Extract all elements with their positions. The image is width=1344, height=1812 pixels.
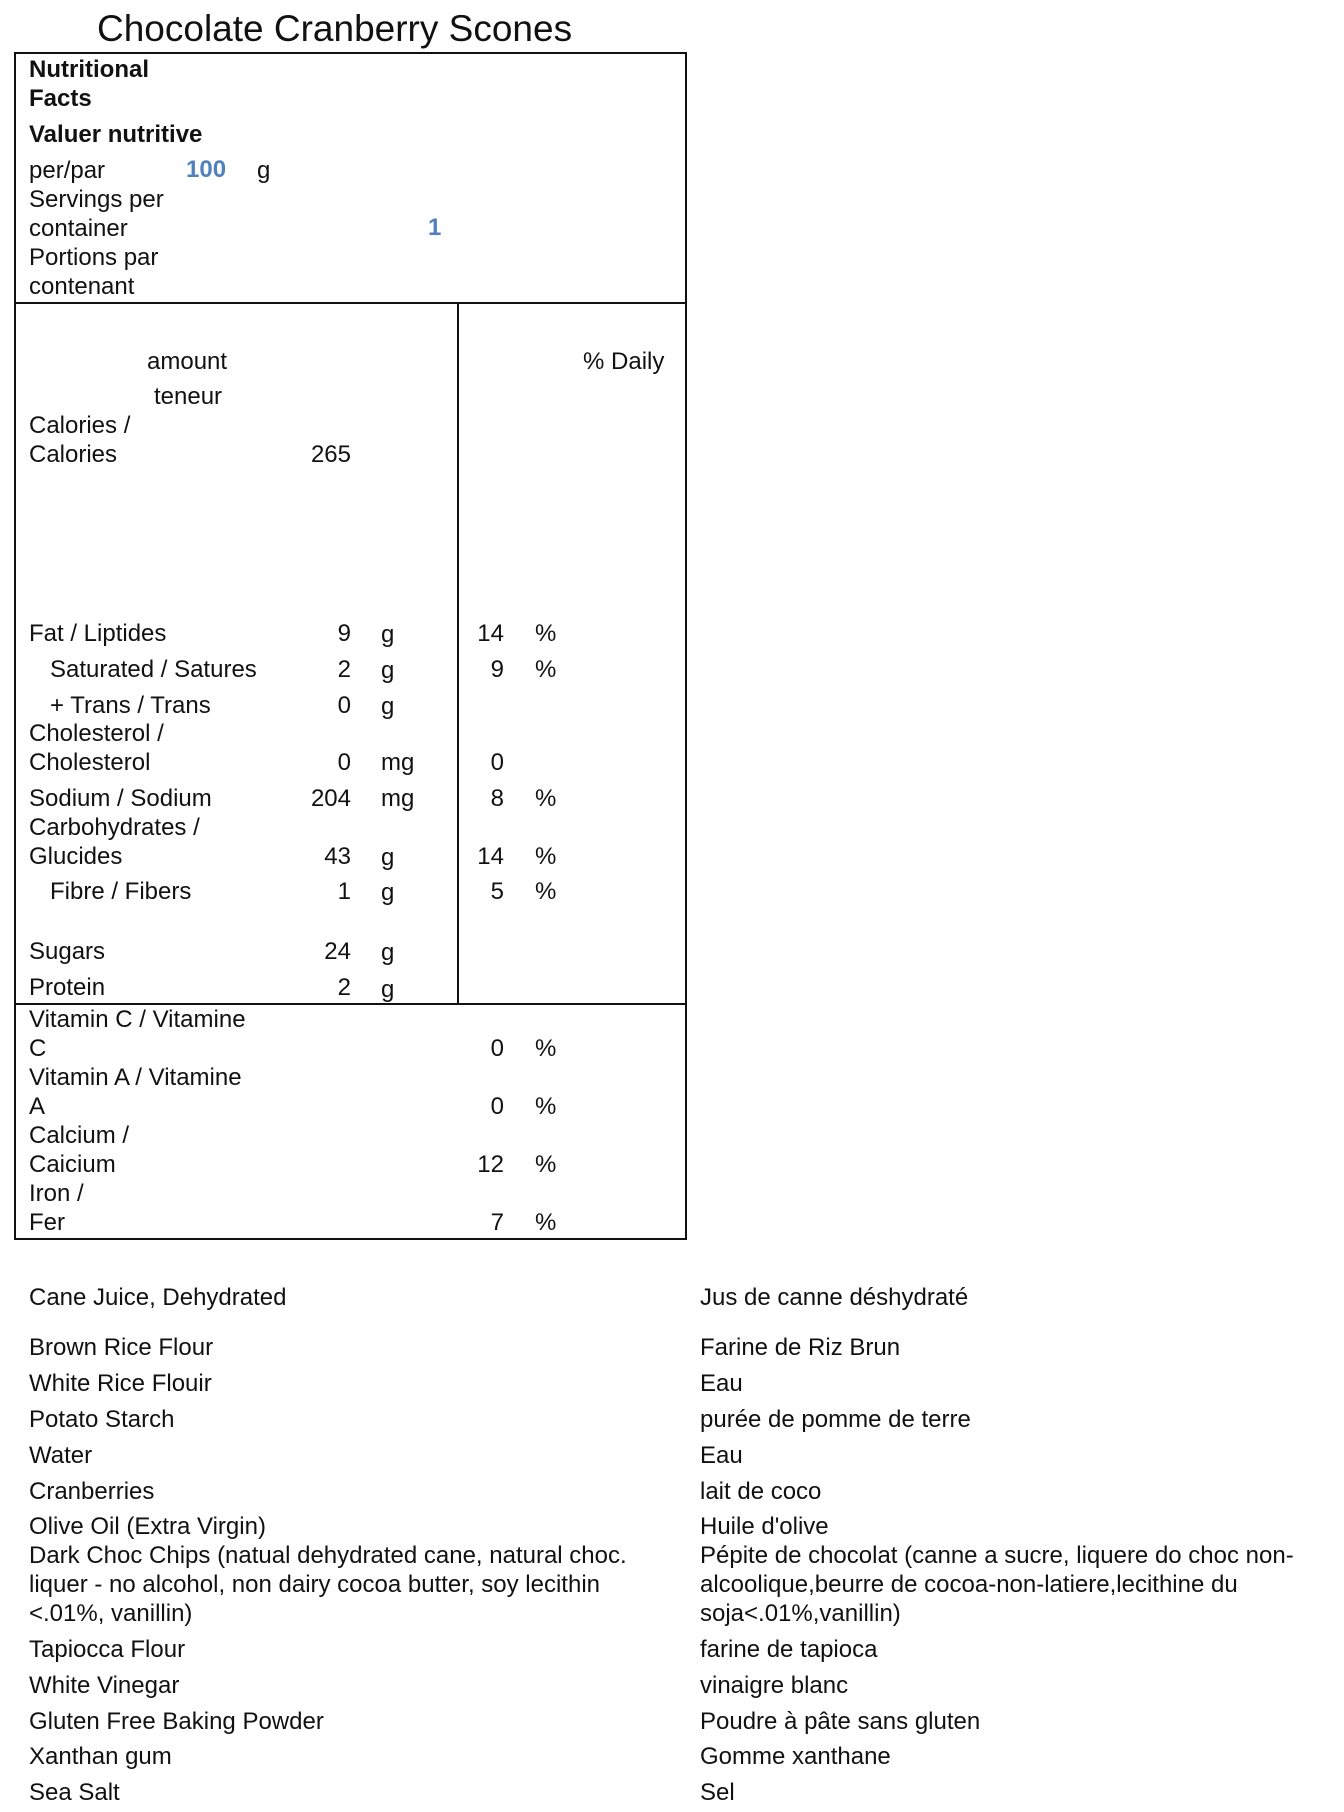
nutrient-amount: 9 bbox=[337, 620, 351, 647]
nutrient-label-line1: Cholesterol / bbox=[29, 720, 164, 747]
nutrient-label: + Trans / Trans bbox=[50, 692, 211, 719]
nutrient-label: Fat / Liptides bbox=[29, 620, 167, 647]
ingredient-fr: Eau bbox=[700, 1370, 743, 1397]
nutrient-unit: g bbox=[381, 939, 395, 966]
ingredient-fr: purée de pomme de terre bbox=[700, 1406, 971, 1433]
table-bottom-border bbox=[14, 1238, 687, 1240]
vitamin-pct: % bbox=[535, 1093, 557, 1120]
ingredient-en: Sea Salt bbox=[29, 1779, 120, 1806]
ingredient-fr: Huile d'olive bbox=[700, 1513, 829, 1540]
ingredient-en: White Rice Flouir bbox=[29, 1370, 212, 1397]
servings-value: 1 bbox=[428, 214, 442, 241]
nutrient-label: Cholesterol bbox=[29, 749, 151, 776]
ingredient-fr: soja<.01%,vanillin) bbox=[700, 1600, 901, 1627]
ingredient-en: Potato Starch bbox=[29, 1406, 175, 1433]
ingredient-en: Tapiocca Flour bbox=[29, 1636, 186, 1663]
nutrient-pct: % bbox=[535, 878, 557, 905]
vitamin-pct: % bbox=[535, 1209, 557, 1236]
ingredient-fr: Poudre à pâte sans gluten bbox=[700, 1708, 981, 1735]
nutrient-amount: 2 bbox=[337, 656, 351, 683]
nutrient-amount: 0 bbox=[337, 749, 351, 776]
per-unit: g bbox=[257, 157, 271, 184]
nutrient-dv: 14 bbox=[477, 843, 504, 870]
calories-value: 265 bbox=[310, 441, 351, 468]
nutrient-label: Saturated / Satures bbox=[50, 656, 257, 683]
nutrient-label: Sodium / Sodium bbox=[29, 785, 212, 812]
table-top-border bbox=[14, 52, 687, 54]
vitamin-label-line2: A bbox=[29, 1093, 46, 1120]
nutrient-pct: % bbox=[535, 785, 557, 812]
ingredient-en: Cane Juice, Dehydrated bbox=[29, 1284, 287, 1311]
ingredient-fr: Eau bbox=[700, 1442, 743, 1469]
vitamin-label-line2: Caicium bbox=[29, 1151, 116, 1178]
header-divider bbox=[14, 302, 687, 304]
nutrient-unit: g bbox=[381, 879, 395, 906]
ingredient-en: Cranberries bbox=[29, 1478, 155, 1505]
page-title: Chocolate Cranberry Scones bbox=[97, 8, 573, 49]
servings-line2: container bbox=[29, 215, 128, 242]
vitamin-dv: 7 bbox=[490, 1209, 504, 1236]
nutrient-pct: % bbox=[535, 843, 557, 870]
nutrient-unit: g bbox=[381, 621, 395, 648]
nutrient-amount: 1 bbox=[337, 878, 351, 905]
nutrient-dv: 9 bbox=[490, 656, 504, 683]
portions-line2: contenant bbox=[29, 273, 135, 300]
ingredient-en: Water bbox=[29, 1442, 93, 1469]
nutrient-unit: g bbox=[381, 657, 395, 684]
nutrient-unit: g bbox=[381, 693, 395, 720]
nutrient-unit: g bbox=[381, 976, 395, 1003]
vitamin-dv: 0 bbox=[490, 1093, 504, 1120]
ingredient-fr: vinaigre blanc bbox=[700, 1672, 849, 1699]
ingredient-en: White Vinegar bbox=[29, 1672, 180, 1699]
ingredient-fr: Farine de Riz Brun bbox=[700, 1334, 901, 1361]
ingredient-fr: Gomme xanthane bbox=[700, 1743, 891, 1770]
nutrient-dv: 14 bbox=[477, 620, 504, 647]
ingredient-en: <.01%, vanillin) bbox=[29, 1600, 193, 1627]
ingredient-en: liquer - no alcohol, non dairy cocoa butter, soy lecithin bbox=[29, 1571, 600, 1598]
vitamin-dv: 12 bbox=[477, 1151, 504, 1178]
ingredient-fr: Pépite de chocolat (canne a sucre, liquere do choc non- bbox=[700, 1542, 1294, 1569]
nutrient-label: Sugars bbox=[29, 938, 106, 965]
nutrient-unit: mg bbox=[381, 749, 415, 776]
heading-line2: Facts bbox=[29, 85, 92, 112]
ingredient-fr: Sel bbox=[700, 1779, 735, 1806]
vitamin-label-line1: Calcium / bbox=[29, 1122, 130, 1149]
ingredient-fr: alcoolique,beurre de cocoa-non-latiere,lecithine du bbox=[700, 1571, 1238, 1598]
vitamin-label-line1: Iron / bbox=[29, 1180, 84, 1207]
table-left-border bbox=[14, 52, 16, 1240]
ingredient-fr: farine de tapioca bbox=[700, 1636, 878, 1663]
calories-label-line1: Calories / bbox=[29, 412, 131, 439]
nutrient-dv: 5 bbox=[490, 878, 504, 905]
ingredient-en: Gluten Free Baking Powder bbox=[29, 1708, 324, 1735]
ingredient-en: Dark Choc Chips (natual dehydrated cane, natural choc. bbox=[29, 1542, 627, 1569]
amount-header-fr: teneur bbox=[154, 383, 223, 410]
nutrient-unit: g bbox=[381, 844, 395, 871]
vitamin-dv: 0 bbox=[490, 1035, 504, 1062]
nutrient-pct: % bbox=[535, 656, 557, 683]
ingredient-fr: lait de coco bbox=[700, 1478, 822, 1505]
nutrient-amount: 43 bbox=[324, 843, 351, 870]
heading-fr: Valuer nutritive bbox=[29, 121, 203, 148]
vitamin-label-line1: Vitamin C / Vitamine bbox=[29, 1006, 246, 1033]
nutrient-unit: mg bbox=[381, 785, 415, 812]
table-right-border bbox=[685, 52, 687, 1240]
ingredient-en: Brown Rice Flour bbox=[29, 1334, 214, 1361]
nutrient-amount: 24 bbox=[324, 938, 351, 965]
vitamin-pct: % bbox=[535, 1035, 557, 1062]
calories-label-line2: Calories bbox=[29, 441, 118, 468]
portions-line1: Portions par bbox=[29, 244, 159, 271]
nutrient-dv: 8 bbox=[490, 785, 504, 812]
servings-line1: Servings per bbox=[29, 186, 164, 213]
nutrient-pct: % bbox=[535, 620, 557, 647]
nutrient-amount: 0 bbox=[337, 692, 351, 719]
nutrient-amount: 204 bbox=[310, 785, 351, 812]
nutrient-label: Protein bbox=[29, 974, 106, 1001]
per-value: 100 bbox=[186, 156, 227, 183]
nutrient-label: Glucides bbox=[29, 843, 123, 870]
daily-header: % Daily bbox=[583, 348, 665, 375]
per-label: per/par bbox=[29, 157, 106, 184]
nutrient-label-line1: Carbohydrates / bbox=[29, 814, 200, 841]
vitamin-label-line2: Fer bbox=[29, 1209, 65, 1236]
vitamin-pct: % bbox=[535, 1151, 557, 1178]
amount-header: amount bbox=[147, 348, 228, 375]
ingredient-en: Olive Oil (Extra Virgin) bbox=[29, 1513, 266, 1540]
nutrient-amount: 2 bbox=[337, 974, 351, 1001]
vitamin-label-line1: Vitamin A / Vitamine bbox=[29, 1064, 242, 1091]
column-divider bbox=[457, 303, 459, 1004]
heading-line1: Nutritional bbox=[29, 56, 149, 83]
nutrient-dv: 0 bbox=[490, 749, 504, 776]
nutrient-label: Fibre / Fibers bbox=[50, 878, 192, 905]
vitamin-label-line2: C bbox=[29, 1035, 47, 1062]
ingredient-fr: Jus de canne déshydraté bbox=[700, 1284, 969, 1311]
ingredient-en: Xanthan gum bbox=[29, 1743, 172, 1770]
